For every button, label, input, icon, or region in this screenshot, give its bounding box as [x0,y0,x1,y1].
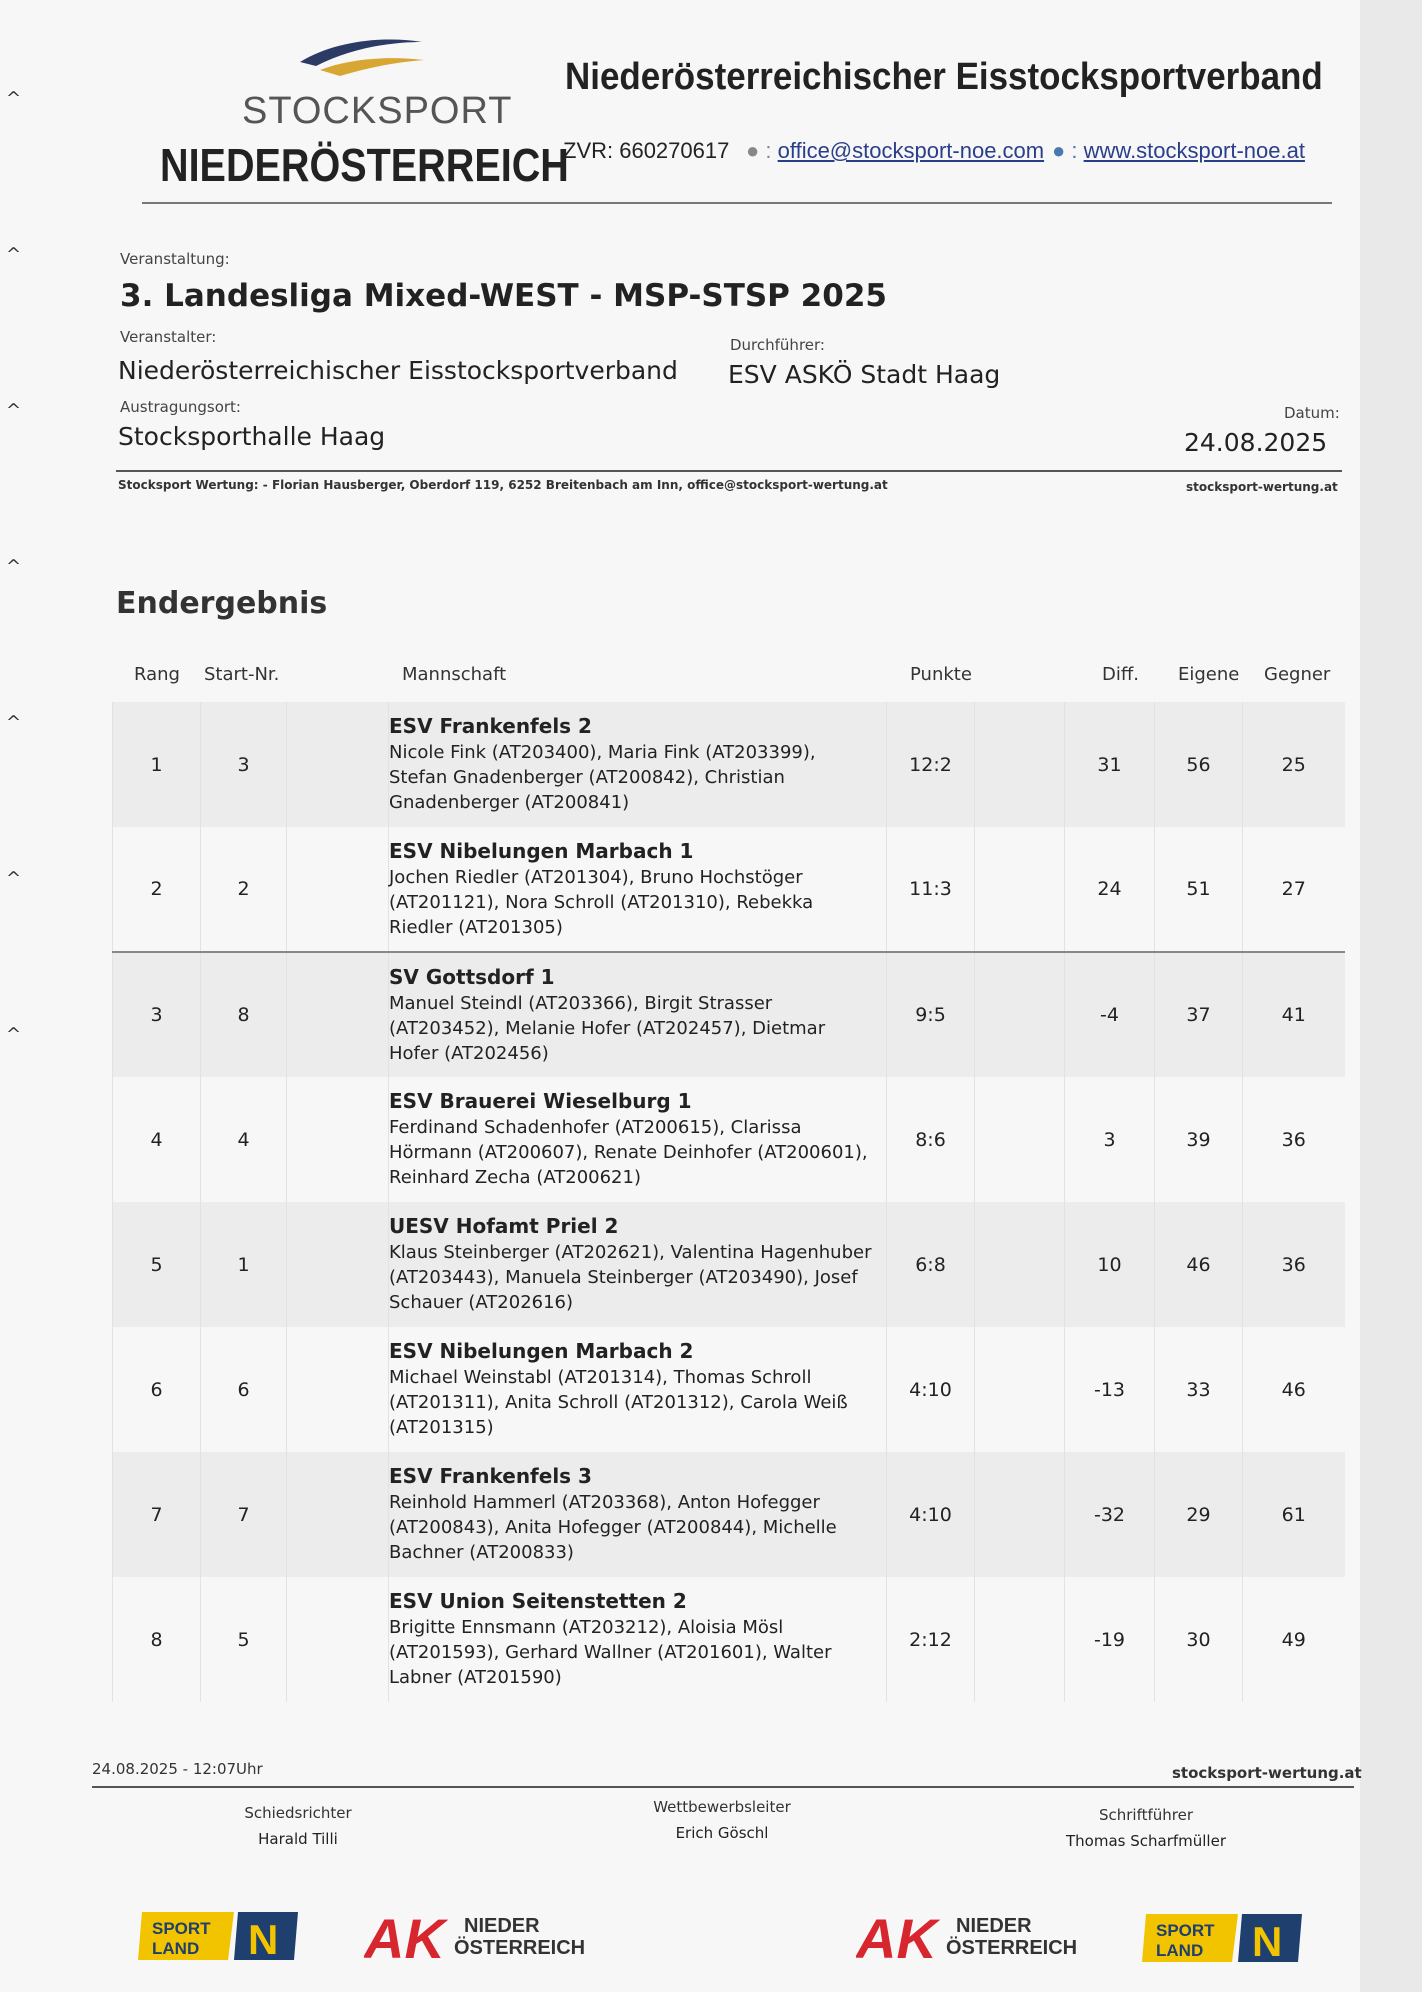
sportland-n-text: N [248,1916,279,1963]
sportland-top-text: SPORT [1156,1921,1215,1940]
organizer-value: Niederösterreichischer Eisstocksportverband [118,356,678,385]
start-cell: 5 [201,1577,287,1702]
own-cell: 46 [1155,1202,1243,1327]
referee-name: Harald Tilli [258,1830,338,1848]
results-title: Endergebnis [116,586,328,621]
points-cell: 2:12 [887,1577,975,1702]
team-players: Reinhold Hammerl (AT203368), Anton Hofegger (AT200843), Anita Hofegger (AT200844), Michelle Bachner (AT200833) [389,1492,837,1563]
rank-cell: 3 [113,952,201,1077]
ak-mark-text: AK [856,1907,937,1970]
points-cell: 11:3 [887,827,975,952]
event-name: 3. Landesliga Mixed-WEST - MSP-STSP 2025 [120,278,887,314]
start-cell: 2 [201,827,287,952]
team-players: Ferdinand Schadenhofer (AT200615), Clarissa Hörmann (AT200607), Renate Deinhofer (AT200601), Reinhard Zecha (AT200621) [389,1117,868,1188]
sportland-n-text: N [1252,1918,1283,1965]
date-label: Datum: [1284,404,1340,422]
team-players: Nicole Fink (AT203400), Maria Fink (AT203399), Stefan Gnadenberger (AT200842), Christian Gnadenberger (AT200841) [389,742,816,813]
spacer-cell [287,1327,389,1452]
team-name: ESV Nibelungen Marbach 2 [389,1339,694,1363]
rank-cell: 7 [113,1452,201,1577]
spacer-cell [975,1202,1065,1327]
email-contact [746,138,1044,164]
competition-label: Wettbewerbsleiter [653,1798,791,1816]
start-cell: 6 [201,1327,287,1452]
rank-cell: 2 [113,827,201,952]
diff-cell: 10 [1065,1202,1155,1327]
competition-name: Erich Göschl [675,1824,769,1842]
table-row [113,1077,1345,1202]
diff-cell: -13 [1065,1327,1155,1452]
team-name: ESV Union Seitenstetten 2 [389,1589,687,1613]
ak-line1-text: NIEDER [464,1915,540,1937]
col-team: Mannschaft [402,664,507,685]
team-cell [389,827,887,952]
margin-mark: ^ [6,556,22,577]
date-value: 24.08.2025 [1184,428,1328,457]
sportland-icon [138,1906,298,1966]
event-divider [116,470,1342,472]
spacer-cell [287,1577,389,1702]
team-players: Manuel Steindl (AT203366), Birgit Strasser (AT203452), Melanie Hofer (AT202457), Dietmar Hofer (AT202456) [389,992,826,1064]
ak-mark-text: AK [364,1907,445,1970]
spacer-cell [287,1452,389,1577]
executor-label: Durchführer: [730,336,825,354]
rank-cell: 1 [113,702,201,827]
spacer-cell [287,702,389,827]
logo-text-bottom: NIEDERÖSTERREICH [160,139,569,191]
points-cell: 8:6 [887,1077,975,1202]
website-link[interactable]: www.stocksport-noe.at [1083,138,1305,163]
ak-line1-text: NIEDER [956,1915,1032,1937]
opp-cell: 41 [1243,952,1345,1077]
opp-cell: 46 [1243,1327,1345,1452]
secretary-name: Thomas Scharfmüller [1066,1832,1226,1850]
logo-text-top: STOCKSPORT [242,90,513,132]
diff-cell: -32 [1065,1452,1155,1577]
team-players: Jochen Riedler (AT201304), Bruno Hochstöger (AT201121), Nora Schroll (AT201310), Rebekka Riedler (AT201305) [389,866,814,938]
secretary-label: Schriftführer [1098,1806,1194,1824]
ak-icon [856,1900,1096,1970]
executor-value: ESV ASKÖ Stadt Haag [728,360,1001,389]
margin-mark: ^ [6,244,22,265]
team-cell [389,1202,887,1327]
globe-icon: ● : [1052,138,1084,163]
diff-cell: 31 [1065,702,1155,827]
team-name: SV Gottsdorf 1 [389,964,555,989]
start-cell: 4 [201,1077,287,1202]
ak-line2-text: ÖSTERREICH [454,1937,586,1959]
team-players: Klaus Steinberger (AT202621), Valentina Hagenhuber (AT203443), Manuela Steinberger (AT203490), Josef Schauer (AT202616) [389,1242,872,1313]
team-cell [389,952,887,1077]
ak-icon [364,1900,604,1970]
team-name: ESV Nibelungen Marbach 1 [389,838,694,863]
spacer-cell [287,952,389,1077]
start-cell: 3 [201,702,287,827]
ak-line2-text: ÖSTERREICH [946,1937,1078,1959]
spacer-cell [287,827,389,952]
col-points: Punkte [910,664,972,685]
start-cell: 8 [201,952,287,1077]
table-row [113,702,1345,827]
website-contact [1052,138,1305,164]
spacer-cell [975,952,1065,1077]
rank-cell: 6 [113,1327,201,1452]
own-cell: 51 [1155,827,1243,952]
margin-mark: ^ [6,88,22,109]
email-icon: ● : [746,138,778,163]
ak-logo [364,1900,604,1970]
table-row [113,1577,1345,1702]
team-name: ESV Frankenfels 3 [389,1464,592,1488]
diff-cell: 24 [1065,827,1155,952]
points-cell: 12:2 [887,702,975,827]
footer-timestamp: 24.08.2025 - 12:07Uhr [92,1760,263,1778]
own-cell: 33 [1155,1327,1243,1452]
col-start: Start-Nr. [204,664,280,685]
spacer-cell [975,1577,1065,1702]
event-label: Veranstaltung: [120,250,230,268]
margin-mark: ^ [6,400,22,421]
col-diff: Diff. [1102,664,1139,685]
email-link[interactable]: office@stocksport-noe.com [777,138,1045,163]
margin-mark: ^ [6,868,22,889]
table-row [113,1202,1345,1327]
opp-cell: 61 [1243,1452,1345,1577]
margin-mark: ^ [6,1024,22,1045]
scoring-site: stocksport-wertung.at [1186,480,1338,494]
points-cell: 9:5 [887,952,975,1077]
association-title: Niederösterreichischer Eisstocksportverband [565,56,1323,98]
sportland-top-text: SPORT [152,1919,211,1938]
spacer-cell [975,1452,1065,1577]
sportland-icon [1142,1908,1302,1968]
table-row [113,827,1345,952]
diff-cell: 3 [1065,1077,1155,1202]
venue-label: Austragungsort: [120,398,241,416]
team-name: ESV Brauerei Wieselburg 1 [389,1089,692,1113]
col-rank: Rang [134,664,180,685]
logo-swoosh-icon [296,32,426,76]
opp-cell: 36 [1243,1202,1345,1327]
table-row [113,952,1345,1077]
zvr-number: ZVR: 660270617 [563,138,730,163]
team-cell [389,1077,887,1202]
footer-divider [92,1786,1354,1788]
sportland-bottom-text: LAND [152,1939,200,1958]
spacer-cell [975,827,1065,952]
sportland-logo [1142,1908,1302,1968]
team-name: UESV Hofamt Priel 2 [389,1214,619,1238]
footer-site: stocksport-wertung.at [1172,1764,1362,1782]
results-table [112,702,1345,1702]
start-cell: 7 [201,1452,287,1577]
start-cell: 1 [201,1202,287,1327]
spacer-cell [287,1202,389,1327]
own-cell: 30 [1155,1577,1243,1702]
spacer-cell [975,1077,1065,1202]
ak-logo [856,1900,1096,1970]
table-row [113,1327,1345,1452]
own-cell: 39 [1155,1077,1243,1202]
rank-cell: 4 [113,1077,201,1202]
col-own: Eigene [1178,664,1240,685]
diff-cell: -19 [1065,1577,1155,1702]
spacer-cell [975,1327,1065,1452]
team-cell [389,1452,887,1577]
scoring-info: Stocksport Wertung: - Florian Hausberger, Oberdorf 119, 6252 Breitenbach am Inn, office@stocksport-wertung.at [118,478,888,492]
stocksport-logo [158,28,569,191]
diff-cell: -4 [1065,952,1155,1077]
referee-label: Schiedsrichter [244,1804,352,1822]
rank-cell: 5 [113,1202,201,1327]
margin-mark: ^ [6,712,22,733]
team-players: Brigitte Ennsmann (AT203212), Aloisia Mösl (AT201593), Gerhard Wallner (AT201601), Walter Labner (AT201590) [389,1617,832,1688]
team-cell [389,1577,887,1702]
team-players: Michael Weinstabl (AT201314), Thomas Schroll (AT201311), Anita Schroll (AT201312), Carola Weiß (AT201315) [389,1367,848,1438]
team-name: ESV Frankenfels 2 [389,714,592,738]
opp-cell: 49 [1243,1577,1345,1702]
spacer-cell [287,1077,389,1202]
opp-cell: 36 [1243,1077,1345,1202]
own-cell: 37 [1155,952,1243,1077]
col-opp: Gegner [1264,664,1331,685]
rank-cell: 8 [113,1577,201,1702]
points-cell: 4:10 [887,1327,975,1452]
header-divider [142,202,1332,204]
spacer-cell [975,702,1065,827]
own-cell: 56 [1155,702,1243,827]
sportland-bottom-text: LAND [1156,1941,1204,1960]
points-cell: 6:8 [887,1202,975,1327]
sportland-logo [138,1906,298,1966]
venue-value: Stocksporthalle Haag [118,422,386,451]
points-cell: 4:10 [887,1452,975,1577]
opp-cell: 25 [1243,702,1345,827]
own-cell: 29 [1155,1452,1243,1577]
team-cell [389,1327,887,1452]
table-row [113,1452,1345,1577]
organizer-label: Veranstalter: [120,328,217,346]
opp-cell: 27 [1243,827,1345,952]
team-cell [389,702,887,827]
